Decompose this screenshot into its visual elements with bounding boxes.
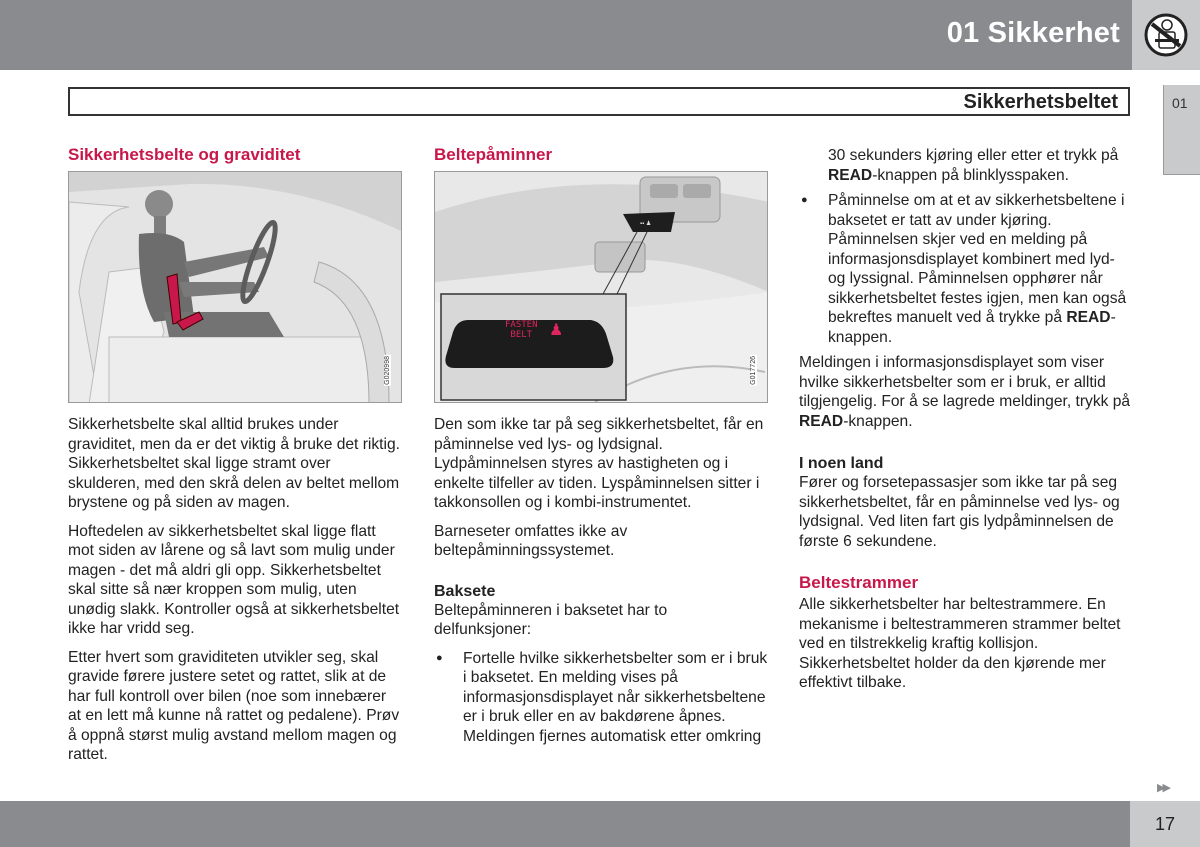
text: Påminnelse om at et av sikkerhetsbeltene i baksetet er tatt av under kjøring. Påminnelsen skjer ved en melding på informasjonsdisplayet kombinert med lyd- og lyssignal. Påminnelsen opphører når sikkerhetsbeltet festes igjen, men kan også bekreftes manuelt ved å trykke på xyxy=(828,192,1127,326)
fasten-belt-display xyxy=(505,320,538,340)
chapter-header-bar xyxy=(0,0,1132,70)
subheading-some-countries: I noen land xyxy=(799,455,884,472)
column-continued xyxy=(799,146,1135,702)
paragraph: Beltepåminneren i baksetet har to delfunksjoner: xyxy=(434,601,668,638)
roof-console-illustration xyxy=(435,172,768,403)
display-line1: FASTEN xyxy=(505,320,538,330)
seatbelt-warning-icon: ♟ xyxy=(549,322,564,339)
text: 30 sekunders kjøring eller etter et trykk på xyxy=(828,147,1119,164)
text: Meldingen i informasjonsdisplayet som viser hvilke sikkerhetsbelter som er i bruk, er alltid tilgjengelig. For å se lagrede meldinger, trykk på xyxy=(799,354,1131,410)
paragraph: Hoftedelen av sikkerhetsbeltet skal ligge flatt mot siden av lårene og så lavt som mulig under magen - det må aldri gli opp. Sikkerhetsbeltet skal sitte så nær kroppen som mulig, uten unødig slakk. Kontroller også at sikkerhetsbeltet ikke har vridd seg. xyxy=(68,522,400,637)
chapter-icon-tab xyxy=(1132,0,1200,70)
figure-code: G020998 xyxy=(384,356,391,385)
bullet-continuation xyxy=(799,146,1135,185)
footer-bar xyxy=(0,801,1130,847)
section-title-box xyxy=(68,87,1130,116)
column-belt-reminder xyxy=(434,142,768,752)
svg-text:▪▪ ♟: ▪▪ ♟ xyxy=(640,221,652,227)
figure-roof-console xyxy=(434,171,768,403)
read-button-label: READ xyxy=(1066,309,1111,326)
heading-belt-tensioner: Beltestrammer xyxy=(799,573,919,592)
text: -knappen. xyxy=(828,309,1116,346)
paragraph: Den som ikke tar på seg sikkerhetsbeltet, får en påminnelse ved lys- og lydsignal. Lydpåminnelsen styres av hastigheten og i enkelte tilfeller av tiden. Lyspåminnelsen sitter i takkonsollen og i kombi-instrumentet. xyxy=(434,416,764,511)
text: -knappen på blinklysspaken. xyxy=(872,166,1069,184)
seatbelt-prohibited-icon xyxy=(1143,12,1189,58)
paragraph: Etter hvert som graviditeten utvikler seg, skal gravide førere justere setet og rattet, slik at de har full kontroll over bilen (noe som innebærer at en lett må kunne nå rattet og pedalene). Prøv å oppnå størst mulig avstand mellom magen og rattet. xyxy=(68,648,400,763)
heading-belt-reminder: Beltepåminner xyxy=(434,145,553,164)
subheading-rear-seat: Baksete xyxy=(434,582,496,600)
side-tab-label: 01 xyxy=(1172,95,1188,111)
read-button-label: READ xyxy=(799,412,844,430)
paragraph: Barneseter omfattes ikke av beltepåminningssystemet. xyxy=(434,522,628,559)
page-number: 17 xyxy=(1154,814,1176,834)
column-pregnancy xyxy=(68,142,402,774)
figure-dummy-seatbelt xyxy=(68,171,402,403)
display-line2: BELT xyxy=(510,330,533,340)
rear-seat-functions-list xyxy=(434,649,768,747)
paragraph: Fører og forsetepassasjer som ikke tar på seg sikkerhetsbeltet, får en påminnelse ved lys- og lydsignal. Ved liten fart gis lydpåminnelsen de første 6 sekundene. xyxy=(799,474,1120,550)
heading-pregnancy: Sikkerhetsbelte og graviditet xyxy=(68,145,301,164)
chapter-title: 01 Sikkerhet xyxy=(946,17,1120,49)
car-interior-dummy-illustration xyxy=(69,172,402,403)
section-title: Sikkerhetsbeltet xyxy=(963,91,1118,113)
double-arrow-right-icon[interactable]: ▶▶ xyxy=(1157,782,1168,794)
page-number-tab xyxy=(1130,801,1200,847)
rear-seat-functions-list-continued xyxy=(799,191,1135,347)
paragraph xyxy=(799,353,1135,431)
list-item: ● Fortelle hvilke sikkerhetsbelter som er i bruk i baksetet. En melding vises på informasjonsdisplayet når sikkerhetsbeltene er i bruk eller en av bakdørene åpnes. Meldingen fjernes automatisk etter omkring xyxy=(434,649,768,747)
paragraph: Sikkerhetsbelte skal alltid brukes under graviditet, men da er det viktig å bruke det riktig. Sikkerhetsbeltet skal ligge stramt over skulderen, med den skrå delen av beltet mellom brystene og på siden av magen. xyxy=(68,416,400,511)
chapter-side-tab[interactable] xyxy=(1163,85,1200,175)
text: -knappen. xyxy=(843,412,913,430)
list-item xyxy=(799,191,1135,347)
figure-code: G017726 xyxy=(750,356,757,385)
paragraph: Alle sikkerhetsbelter har beltestrammere. En mekanisme i beltestrammeren strammer beltet ved en tilstrekkelig kraftig kollisjon. Sikkerhetsbeltet holder da den kjørende mer effektivt tilbake. xyxy=(799,596,1121,691)
read-button-label: READ xyxy=(828,166,873,184)
